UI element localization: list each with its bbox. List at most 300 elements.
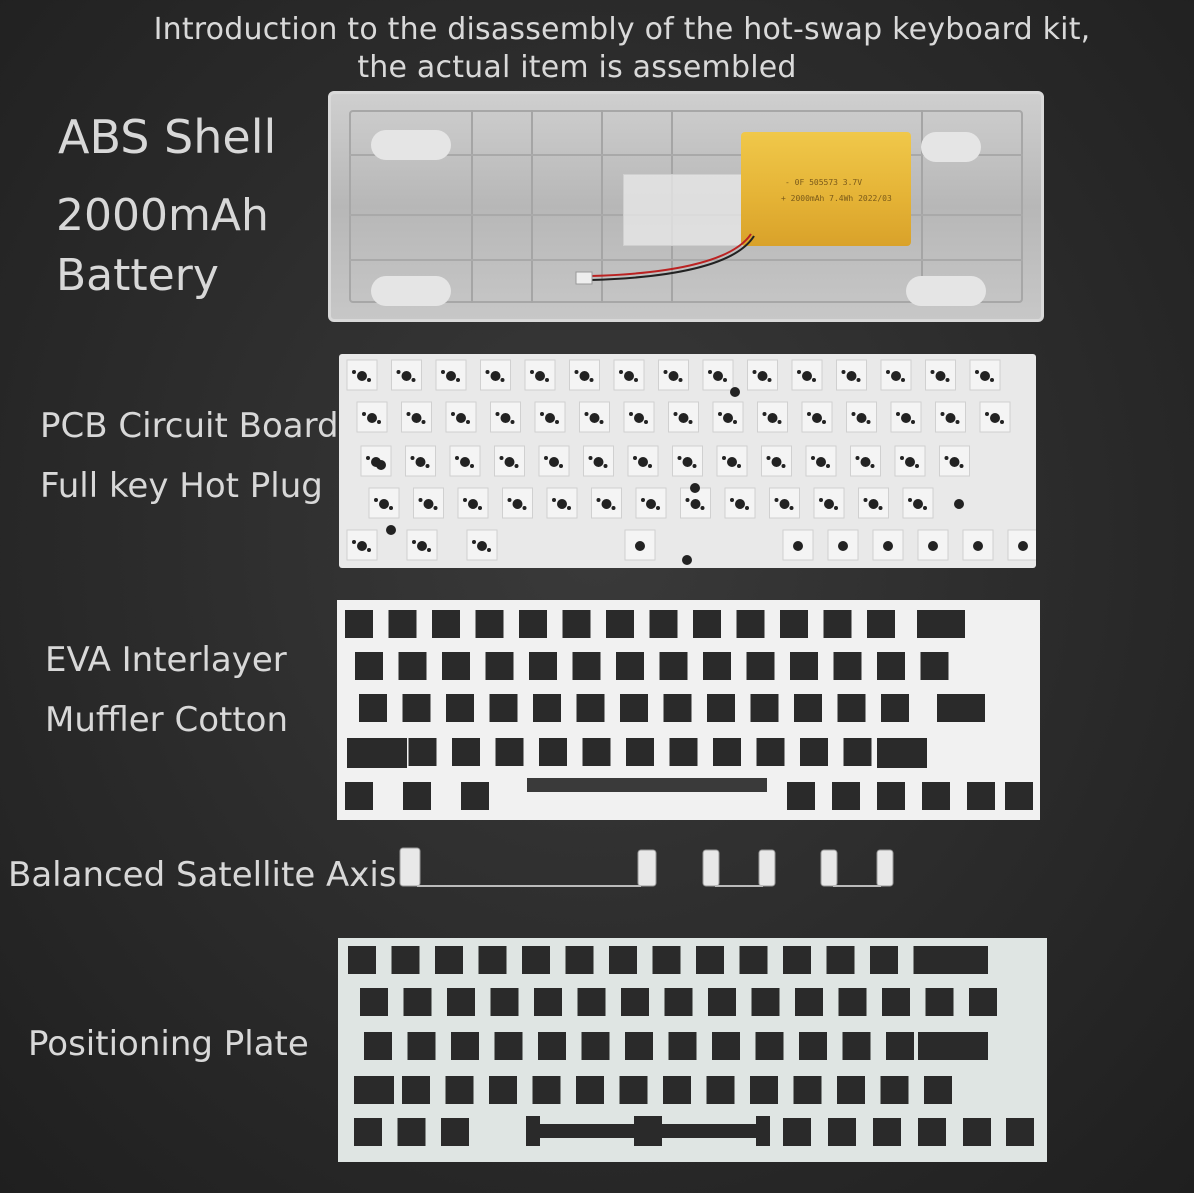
pcb-socket-hole <box>780 499 790 509</box>
pcb-socket-pin <box>585 412 589 416</box>
plate-cutout <box>620 1076 648 1104</box>
pcb-socket-pin <box>352 370 356 374</box>
positioning-plate-image <box>338 938 1047 1162</box>
page-title-line1: Introduction to the disassembly of the hot-swap keyboard kit, <box>153 12 1091 47</box>
eva-cutout <box>355 652 383 680</box>
pcb-socket-pin <box>412 378 416 382</box>
pcb-socket-hole <box>416 457 426 467</box>
pcb-socket-pin <box>679 378 683 382</box>
pcb-socket-pin <box>559 464 563 468</box>
pcb-socket-pin <box>686 498 690 502</box>
pcb-socket-hole <box>861 457 871 467</box>
pcb-socket-hole <box>950 457 960 467</box>
pcb-board-image <box>339 354 1036 568</box>
pcb-socket-pin <box>567 506 571 510</box>
eva-cutout <box>403 694 431 722</box>
pcb-socket-pin <box>451 412 455 416</box>
plate-cutout <box>794 1076 822 1104</box>
pcb-socket-pin <box>753 370 757 374</box>
eva-cutout <box>838 694 866 722</box>
pcb-socket-hole <box>545 413 555 423</box>
plate-cutout <box>479 946 507 974</box>
pcb-socket-pin <box>597 498 601 502</box>
pcb-socket-pin <box>530 370 534 374</box>
eva-cutout <box>359 694 387 722</box>
eva-cutout <box>539 738 567 766</box>
eva-cutout <box>432 610 460 638</box>
stabilizer-label: Balanced Satellite Axis <box>8 855 397 895</box>
pcb-socket-pin <box>487 548 491 552</box>
pcb-socket-pin <box>790 506 794 510</box>
pcb-socket-pin <box>864 498 868 502</box>
plate-cutout <box>495 1032 523 1060</box>
pcb-socket-pin <box>411 456 415 460</box>
pcb-socket-hole <box>936 371 946 381</box>
pcb-socket-pin <box>871 464 875 468</box>
pcb-socket-pin <box>575 370 579 374</box>
eva-cutout <box>573 652 601 680</box>
pcb-socket-pin <box>397 370 401 374</box>
pcb-socket-hole <box>802 371 812 381</box>
pcb-mount-hole <box>954 499 964 509</box>
plate-cutout <box>489 1076 517 1104</box>
plate-cutout <box>924 1076 952 1104</box>
plate-cutout <box>750 1076 778 1104</box>
pcb-socket-pin <box>419 498 423 502</box>
plate-cutout <box>918 946 988 974</box>
plate-label: Positioning Plate <box>28 1024 309 1064</box>
pcb-socket-pin <box>496 412 500 416</box>
pcb-socket-hole <box>557 499 567 509</box>
pcb-socket-hole <box>883 541 893 551</box>
plate-cutout <box>665 988 693 1016</box>
pcb-label-line2: Full key Hot Plug <box>40 466 323 506</box>
pcb-socket-pin <box>619 370 623 374</box>
pcb-socket-hole <box>727 457 737 467</box>
pcb-socket-hole <box>1018 541 1028 551</box>
pcb-socket-hole <box>946 413 956 423</box>
pcb-socket-pin <box>441 370 445 374</box>
pcb-socket-hole <box>691 499 701 509</box>
pcb-socket-pin <box>389 506 393 510</box>
pcb-socket-pin <box>901 378 905 382</box>
pcb-socket-hole <box>847 371 857 381</box>
pcb-socket-pin <box>842 370 846 374</box>
pcb-socket-pin <box>486 370 490 374</box>
eva-cutout <box>867 610 895 638</box>
plate-cutout <box>696 946 724 974</box>
pcb-socket-pin <box>975 370 979 374</box>
pcb-socket-hole <box>367 413 377 423</box>
pcb-socket-pin <box>633 456 637 460</box>
pcb-socket-hole <box>812 413 822 423</box>
pcb-socket-pin <box>923 506 927 510</box>
pcb-socket-hole <box>772 457 782 467</box>
pcb-socket-hole <box>594 457 604 467</box>
eva-cutout <box>626 738 654 766</box>
pcb-socket-hole <box>357 371 367 381</box>
pcb-socket-pin <box>879 506 883 510</box>
plate-cutout <box>566 946 594 974</box>
pcb-socket-pin <box>612 506 616 510</box>
eva-cutout <box>737 610 765 638</box>
pcb-socket-pin <box>900 456 904 460</box>
pcb-socket-hole <box>905 457 915 467</box>
eva-cutout <box>345 610 373 638</box>
plate-cutout <box>582 1032 610 1060</box>
pcb-socket-pin <box>822 420 826 424</box>
pcb-socket-hole <box>735 499 745 509</box>
plate-cutout <box>364 1032 392 1060</box>
pcb-label-line1: PCB Circuit Board <box>40 406 339 446</box>
pcb-socket-pin <box>867 420 871 424</box>
stabilizer-image <box>395 840 905 900</box>
eva-cutout <box>486 652 514 680</box>
plate-cutout <box>446 1076 474 1104</box>
plate-cutout <box>609 946 637 974</box>
pcb-socket-hole <box>679 413 689 423</box>
eva-cutout <box>563 610 591 638</box>
pcb-socket-pin <box>689 420 693 424</box>
pcb-socket-pin <box>644 420 648 424</box>
eva-label-line2: Muffler Cotton <box>45 700 289 740</box>
plate-cutout <box>799 1032 827 1060</box>
plate-cutout <box>402 1076 430 1104</box>
pcb-socket-hole <box>816 457 826 467</box>
eva-cutout <box>476 610 504 638</box>
plate-cutout <box>522 946 550 974</box>
plate-cutout <box>491 988 519 1016</box>
eva-key-cutouts <box>337 600 1040 820</box>
pcb-socket-pin <box>648 464 652 468</box>
pcb-socket-pin <box>807 412 811 416</box>
plate-cutout <box>843 1032 871 1060</box>
pcb-socket-pin <box>366 456 370 460</box>
eva-cutout <box>347 738 407 768</box>
eva-cutout <box>800 738 828 766</box>
pcb-socket-pin <box>523 506 527 510</box>
pcb-socket-hole <box>713 371 723 381</box>
pcb-socket-pin <box>852 412 856 416</box>
pcb-socket-hole <box>590 413 600 423</box>
pcb-socket-pin <box>515 464 519 468</box>
pcb-socket-pin <box>455 456 459 460</box>
pcb-socket-pin <box>915 464 919 468</box>
pcb-socket-pin <box>834 506 838 510</box>
pcb-socket-pin <box>352 540 356 544</box>
plate-cutout <box>653 946 681 974</box>
plate-cutout <box>354 1076 394 1104</box>
pcb-socket-hole <box>980 371 990 381</box>
plate-cutout <box>360 988 388 1016</box>
pcb-socket-hole <box>468 499 478 509</box>
pcb-socket-pin <box>701 506 705 510</box>
pcb-socket-hole <box>838 541 848 551</box>
eva-cutout <box>490 694 518 722</box>
pcb-socket-hole <box>634 413 644 423</box>
pcb-socket-pin <box>812 378 816 382</box>
eva-cutout <box>345 782 373 810</box>
pcb-socket-hole <box>379 499 389 509</box>
eva-cutout <box>780 610 808 638</box>
pcb-socket-pin <box>545 378 549 382</box>
pcb-mount-hole <box>730 387 740 397</box>
pcb-socket-hole <box>928 541 938 551</box>
plate-cutout <box>663 1076 691 1104</box>
eva-cutout <box>452 738 480 766</box>
pcb-socket-hole <box>402 371 412 381</box>
battery-print-line1: - 0F 505573 3.7V <box>785 178 863 187</box>
pcb-socket-pin <box>456 378 460 382</box>
pcb-socket-pin <box>500 456 504 460</box>
eva-cutout <box>496 738 524 766</box>
pcb-socket-pin <box>362 412 366 416</box>
pcb-socket-pin <box>1000 420 1004 424</box>
plate-cutout <box>712 1032 740 1060</box>
eva-cutout <box>707 694 735 722</box>
plate-cutout <box>795 988 823 1016</box>
pcb-socket-pin <box>911 420 915 424</box>
pcb-socket-pin <box>718 412 722 416</box>
battery-wire <box>331 94 1047 325</box>
pcb-socket-pin <box>886 370 890 374</box>
plate-cutout <box>756 1032 784 1060</box>
plate-key-cutouts <box>338 938 1047 1162</box>
plate-cutout <box>435 946 463 974</box>
pcb-socket-pin <box>722 456 726 460</box>
pcb-socket-hole <box>901 413 911 423</box>
eva-cutout <box>409 738 437 766</box>
pcb-socket-pin <box>811 456 815 460</box>
pcb-socket-hole <box>646 499 656 509</box>
pcb-socket-hole <box>891 371 901 381</box>
pcb-socket-pin <box>656 506 660 510</box>
pcb-socket-pin <box>511 420 515 424</box>
pcb-socket-hole <box>549 457 559 467</box>
eva-cutout <box>529 652 557 680</box>
plate-cutout <box>837 1076 865 1104</box>
pcb-socket-pin <box>422 420 426 424</box>
eva-cutout <box>713 738 741 766</box>
pcb-socket-pin <box>723 378 727 382</box>
shell-label: ABS Shell <box>58 110 277 164</box>
pcb-socket-pin <box>478 506 482 510</box>
pcb-socket-pin <box>589 456 593 460</box>
eva-cutout <box>519 610 547 638</box>
pcb-socket-pin <box>946 378 950 382</box>
battery-label-line2: Battery <box>56 250 219 301</box>
pcb-socket-pin <box>590 378 594 382</box>
battery-print-line2: + 2000mAh 7.4Wh 2022/03 <box>781 194 892 203</box>
pcb-socket-hole <box>683 457 693 467</box>
plate-cutout <box>783 1118 811 1146</box>
plate-cutout <box>447 988 475 1016</box>
pcb-socket-hole <box>412 413 422 423</box>
pcb-socket-hole <box>793 541 803 551</box>
eva-cutout <box>389 610 417 638</box>
plate-cutout <box>408 1032 436 1060</box>
pcb-socket-pin <box>426 464 430 468</box>
pcb-socket-hole <box>758 371 768 381</box>
plate-cutout <box>827 946 855 974</box>
pcb-socket-pin <box>463 498 467 502</box>
plate-stab-slot <box>526 1116 540 1146</box>
plate-cutout <box>969 988 997 1016</box>
pcb-mount-hole <box>682 555 692 565</box>
pcb-mount-hole <box>690 483 700 493</box>
eva-cutout <box>917 610 965 638</box>
plate-cutout <box>578 988 606 1016</box>
pcb-hotswap-sockets <box>339 354 1036 568</box>
plate-cutout <box>398 1118 426 1146</box>
pcb-socket-pin <box>956 420 960 424</box>
pcb-socket-pin <box>427 548 431 552</box>
pcb-socket-pin <box>763 412 767 416</box>
pcb-socket-pin <box>730 498 734 502</box>
pcb-socket-hole <box>456 413 466 423</box>
pcb-socket-pin <box>960 464 964 468</box>
plate-stab-slot <box>634 1116 662 1146</box>
pcb-socket-pin <box>374 498 378 502</box>
plate-cutout <box>963 1118 991 1146</box>
eva-cutout <box>446 694 474 722</box>
plate-cutout <box>839 988 867 1016</box>
eva-cutout <box>794 694 822 722</box>
eva-cutout <box>461 782 489 810</box>
pcb-socket-hole <box>501 413 511 423</box>
pcb-socket-pin <box>412 540 416 544</box>
pcb-socket-pin <box>908 498 912 502</box>
plate-cutout <box>707 1076 735 1104</box>
plate-cutout <box>1006 1118 1034 1146</box>
pcb-socket-hole <box>460 457 470 467</box>
pcb-socket-pin <box>733 420 737 424</box>
eva-cutout <box>650 610 678 638</box>
eva-cutout <box>937 694 985 722</box>
pcb-mount-hole <box>376 460 386 470</box>
eva-cutout <box>757 738 785 766</box>
pcb-socket-hole <box>990 413 1000 423</box>
plate-cutout <box>451 1032 479 1060</box>
pcb-socket-pin <box>678 456 682 460</box>
plate-cutout <box>918 1032 988 1060</box>
pcb-socket-pin <box>664 370 668 374</box>
plate-cutout <box>533 1076 561 1104</box>
pcb-socket-pin <box>775 498 779 502</box>
plate-cutout <box>538 1032 566 1060</box>
plate-cutout <box>669 1032 697 1060</box>
pcb-mount-hole <box>386 525 396 535</box>
pcb-socket-pin <box>767 456 771 460</box>
pcb-socket-pin <box>407 412 411 416</box>
pcb-socket-pin <box>367 548 371 552</box>
pcb-socket-pin <box>856 456 860 460</box>
pcb-socket-pin <box>600 420 604 424</box>
eva-cutout <box>693 610 721 638</box>
plate-cutout <box>882 988 910 1016</box>
plate-cutout <box>576 1076 604 1104</box>
eva-cutout <box>660 652 688 680</box>
eva-cutout <box>616 652 644 680</box>
plate-cutout <box>708 988 736 1016</box>
plate-cutout <box>740 946 768 974</box>
eva-cutout <box>824 610 852 638</box>
eva-cutout <box>583 738 611 766</box>
eva-cutout <box>664 694 692 722</box>
pcb-socket-pin <box>634 378 638 382</box>
pcb-socket-pin <box>604 464 608 468</box>
pcb-socket-hole <box>417 541 427 551</box>
pcb-socket-pin <box>470 464 474 468</box>
plate-cutout <box>404 988 432 1016</box>
pcb-socket-hole <box>424 499 434 509</box>
plate-cutout <box>783 946 811 974</box>
pcb-socket-hole <box>357 541 367 551</box>
pcb-socket-pin <box>737 464 741 468</box>
pcb-socket-pin <box>797 370 801 374</box>
plate-cutout <box>441 1118 469 1146</box>
pcb-socket-pin <box>367 378 371 382</box>
pcb-socket-hole <box>638 457 648 467</box>
eva-cutout <box>787 782 815 810</box>
plate-cutout <box>348 946 376 974</box>
pcb-socket-hole <box>624 371 634 381</box>
eva-cutout <box>967 782 995 810</box>
eva-cutout <box>922 782 950 810</box>
pcb-socket-pin <box>857 378 861 382</box>
pcb-socket-pin <box>674 412 678 416</box>
plate-cutout <box>886 1032 914 1060</box>
pcb-socket-hole <box>857 413 867 423</box>
eva-cutout <box>877 652 905 680</box>
pcb-socket-pin <box>941 412 945 416</box>
pcb-socket-pin <box>508 498 512 502</box>
eva-cutout <box>747 652 775 680</box>
pcb-socket-pin <box>778 420 782 424</box>
pcb-socket-hole <box>913 499 923 509</box>
eva-cutout <box>703 652 731 680</box>
eva-cutout <box>606 610 634 638</box>
plate-cutout <box>873 1118 901 1146</box>
pcb-socket-pin <box>990 378 994 382</box>
pcb-socket-pin <box>552 498 556 502</box>
pcb-socket-pin <box>641 498 645 502</box>
pcb-socket-hole <box>723 413 733 423</box>
plate-cutout <box>926 988 954 1016</box>
plate-cutout <box>752 988 780 1016</box>
plate-stab-slot <box>756 1116 770 1146</box>
eva-cutout <box>877 738 927 768</box>
eva-cutout <box>533 694 561 722</box>
pcb-socket-pin <box>768 378 772 382</box>
eva-cutout <box>832 782 860 810</box>
pcb-socket-hole <box>513 499 523 509</box>
plate-cutout <box>621 988 649 1016</box>
pcb-socket-hole <box>491 371 501 381</box>
eva-cutout <box>751 694 779 722</box>
pcb-socket-pin <box>708 370 712 374</box>
eva-cutout <box>790 652 818 680</box>
pcb-socket-hole <box>602 499 612 509</box>
eva-cutout <box>442 652 470 680</box>
pcb-socket-pin <box>782 464 786 468</box>
eva-cutout <box>881 694 909 722</box>
eva-cutout <box>403 782 431 810</box>
pcb-socket-hole <box>669 371 679 381</box>
pcb-socket-pin <box>629 412 633 416</box>
pcb-socket-hole <box>635 541 645 551</box>
pcb-socket-hole <box>869 499 879 509</box>
